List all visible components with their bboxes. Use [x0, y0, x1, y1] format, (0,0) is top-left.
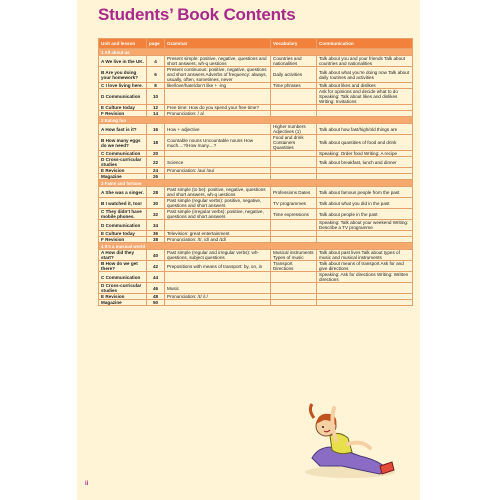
cell-grammar: Science	[165, 157, 271, 168]
cell-page: 36	[147, 231, 165, 237]
cell-vocabulary: TV programmes	[271, 198, 317, 209]
table-row	[99, 300, 413, 306]
table-row	[99, 89, 413, 105]
cell-grammar: How + adjective	[165, 124, 271, 135]
cell-page: 44	[147, 272, 165, 283]
cell-page: 40	[147, 250, 165, 261]
cell-communication: Talk about famous people from the past	[317, 187, 413, 198]
table-row	[99, 124, 413, 135]
cell-grammar: like/love/hate/don’t like + -ing	[165, 83, 271, 89]
cell-page: 10	[147, 89, 165, 105]
cell-vocabulary	[271, 283, 317, 294]
section-title: 3 Fame and fortune	[99, 180, 413, 187]
cell-unit: A We live in the UK.	[99, 56, 147, 67]
table-header-row	[99, 39, 413, 49]
cell-grammar: Past simple (irregular verbs): positive, negative, questions and short answers	[165, 209, 271, 220]
cell-unit: B How do we get there?	[99, 261, 147, 272]
cell-grammar: Television: great entertainment	[165, 231, 271, 237]
cell-unit: A How fast is it?	[99, 124, 147, 135]
cell-unit: B Are you doing your homework?	[99, 67, 147, 83]
cell-page: 6	[147, 67, 165, 83]
cell-grammar: Present simple: positive, negative, questions and short answers, wh-q uestions	[165, 56, 271, 67]
cell-unit: D Cross-curricular studies	[99, 157, 147, 168]
table-row	[99, 56, 413, 67]
cell-vocabulary: Musical instruments Types of music	[271, 250, 317, 261]
section-header-row	[99, 49, 413, 56]
cell-grammar: Prepositions with means of transport: by, on, in	[165, 261, 271, 272]
cell-grammar: Present continuous: positive, negative, questions and short answers Adverbs of frequency: always, usually, often, sometimes, never	[165, 67, 271, 83]
cell-grammar: Music	[165, 283, 271, 294]
cell-communication: Talk about you and your friends Talk about countries and nationalities	[317, 56, 413, 67]
cell-unit: C Communication	[99, 151, 147, 157]
header-page: page	[147, 39, 165, 49]
table-row	[99, 220, 413, 231]
cell-page: 42	[147, 261, 165, 272]
cell-communication: Talk about means of transport Ask for and give directions	[317, 261, 413, 272]
cell-communication: Talk about breakfast, lunch and dinner	[317, 157, 413, 168]
cell-grammar: Pronunciation: / a/	[165, 111, 271, 117]
cell-unit: D Communication	[99, 220, 147, 231]
section-title: 4 It’s a musical world	[99, 243, 413, 250]
table-row	[99, 250, 413, 261]
cell-unit: C Communication	[99, 272, 147, 283]
table-row	[99, 135, 413, 151]
cell-communication: Talk about likes and dislikes	[317, 83, 413, 89]
cell-unit: A She was a singer.	[99, 187, 147, 198]
table-row	[99, 198, 413, 209]
cell-page: 32	[147, 209, 165, 220]
table-row	[99, 272, 413, 283]
cell-unit: B How many eggs do we need?	[99, 135, 147, 151]
table-row	[99, 67, 413, 83]
cell-unit: E Culture today	[99, 231, 147, 237]
cell-unit: C They didn’t have mobile phones.	[99, 209, 147, 220]
cell-page: 30	[147, 198, 165, 209]
cell-unit: B I watched it, too!	[99, 198, 147, 209]
cell-vocabulary	[271, 220, 317, 231]
section-header-row	[99, 180, 413, 187]
cell-page: 26	[147, 174, 165, 180]
cell-page: 20	[147, 151, 165, 157]
cell-communication: Ask for opinions and decide what to do Speaking: Talk about likes and dislikes Writing: Invitations	[317, 89, 413, 105]
cell-vocabulary: Time phrases	[271, 83, 317, 89]
cell-unit: Magazine	[99, 174, 147, 180]
cell-unit: D Communication	[99, 89, 147, 105]
cell-communication	[317, 283, 413, 294]
cell-vocabulary: Food and drink Containers Quantities	[271, 135, 317, 151]
cell-vocabulary: Time expressions	[271, 209, 317, 220]
header-unit: Unit and lesson	[99, 39, 147, 49]
cell-communication: Talk about quantities of food and drink	[317, 135, 413, 151]
cell-grammar: Pronunciation: /t/, /d/ and /ɪd/	[165, 237, 271, 243]
cartoon-girl-illustration	[290, 400, 400, 480]
cell-vocabulary	[271, 89, 317, 105]
page-number: ii	[85, 481, 89, 487]
cell-page: 34	[147, 220, 165, 231]
cell-communication: Talk about people in the past	[317, 209, 413, 220]
cell-unit: D Cross-curricular studies	[99, 283, 147, 294]
cell-unit: E Culture today	[99, 105, 147, 111]
cell-communication: Talk about what you did in the past	[317, 198, 413, 209]
cell-unit: Magazine	[99, 300, 147, 306]
cell-grammar	[165, 89, 271, 105]
cell-vocabulary	[271, 157, 317, 168]
cell-unit: E Revision	[99, 294, 147, 300]
cell-unit: C I love living here.	[99, 83, 147, 89]
cell-vocabulary: Higher numbers Adjectives (1)	[271, 124, 317, 135]
cell-vocabulary: Countries and nationalities	[271, 56, 317, 67]
cell-grammar: Free time: How do you spend your free time?	[165, 105, 271, 111]
cell-communication: Speaking: Talk about your weekend Writing: Describe a TV programme	[317, 220, 413, 231]
contents-table	[98, 38, 413, 306]
cell-page: 50	[147, 300, 165, 306]
section-title: 1 All about us	[99, 49, 413, 56]
cell-grammar: Past simple (regular and irregular verbs): wh- questions, subject questions	[165, 250, 271, 261]
cell-page: 18	[147, 135, 165, 151]
cell-grammar	[165, 220, 271, 231]
table-row	[99, 283, 413, 294]
cell-page: 8	[147, 83, 165, 89]
page-title: Students’ Book Contents	[98, 5, 296, 24]
cell-unit: A How did they start?	[99, 250, 147, 261]
table-row	[99, 187, 413, 198]
cell-grammar	[165, 300, 271, 306]
cell-page: 4	[147, 56, 165, 67]
header-communication: Communication	[317, 39, 413, 49]
table-row	[99, 261, 413, 272]
cell-page: 12	[147, 105, 165, 111]
cell-vocabulary: Transport Directions	[271, 261, 317, 272]
cell-page: 48	[147, 294, 165, 300]
cell-unit: F Revision	[99, 237, 147, 243]
section-title: 2 Eating fun	[99, 117, 413, 124]
cell-page: 16	[147, 124, 165, 135]
cell-grammar	[165, 272, 271, 283]
cell-grammar: Past simple (to be): positive, negative, questions and short answers, wh-q uestions	[165, 187, 271, 198]
cell-vocabulary	[271, 272, 317, 283]
cell-communication: Talk about past lives Talk about types of music and musical instruments	[317, 250, 413, 261]
cell-page: 46	[147, 283, 165, 294]
cell-page: 22	[147, 157, 165, 168]
cell-communication: Speaking: Order food Writing: A recipe	[317, 151, 413, 157]
cell-page: 28	[147, 187, 165, 198]
cell-grammar: Countable nouns Uncountable nouns How much....?/How many....?	[165, 135, 271, 151]
cell-vocabulary: Daily activities	[271, 67, 317, 83]
cell-grammar: Past simple (regular verbs): positive, negative, questions and short answers	[165, 198, 271, 209]
cell-grammar: Pronunciation: /au/ /əu/	[165, 168, 271, 174]
cell-communication	[317, 300, 413, 306]
cell-grammar: Pronunciation: /ɪ/ /iː/	[165, 294, 271, 300]
cell-communication: Speaking: Ask for directions Writing: Written directions	[317, 272, 413, 283]
table-row	[99, 209, 413, 220]
cell-communication: Talk about how fast/high/old things are	[317, 124, 413, 135]
section-header-row	[99, 117, 413, 124]
section-header-row	[99, 243, 413, 250]
table-body	[99, 49, 413, 306]
table-row	[99, 157, 413, 168]
header-vocabulary: Vocabulary	[271, 39, 317, 49]
cell-page: 14	[147, 111, 165, 117]
cell-vocabulary	[271, 300, 317, 306]
cell-communication: Talk about what you’re doing now Talk about daily routines and activities	[317, 67, 413, 83]
cell-vocabulary: Professions Dates	[271, 187, 317, 198]
cell-unit: F Revision	[99, 111, 147, 117]
header-grammar: Grammar	[165, 39, 271, 49]
cell-page: 38	[147, 237, 165, 243]
cell-unit: E Revision	[99, 168, 147, 174]
cell-page: 24	[147, 168, 165, 174]
